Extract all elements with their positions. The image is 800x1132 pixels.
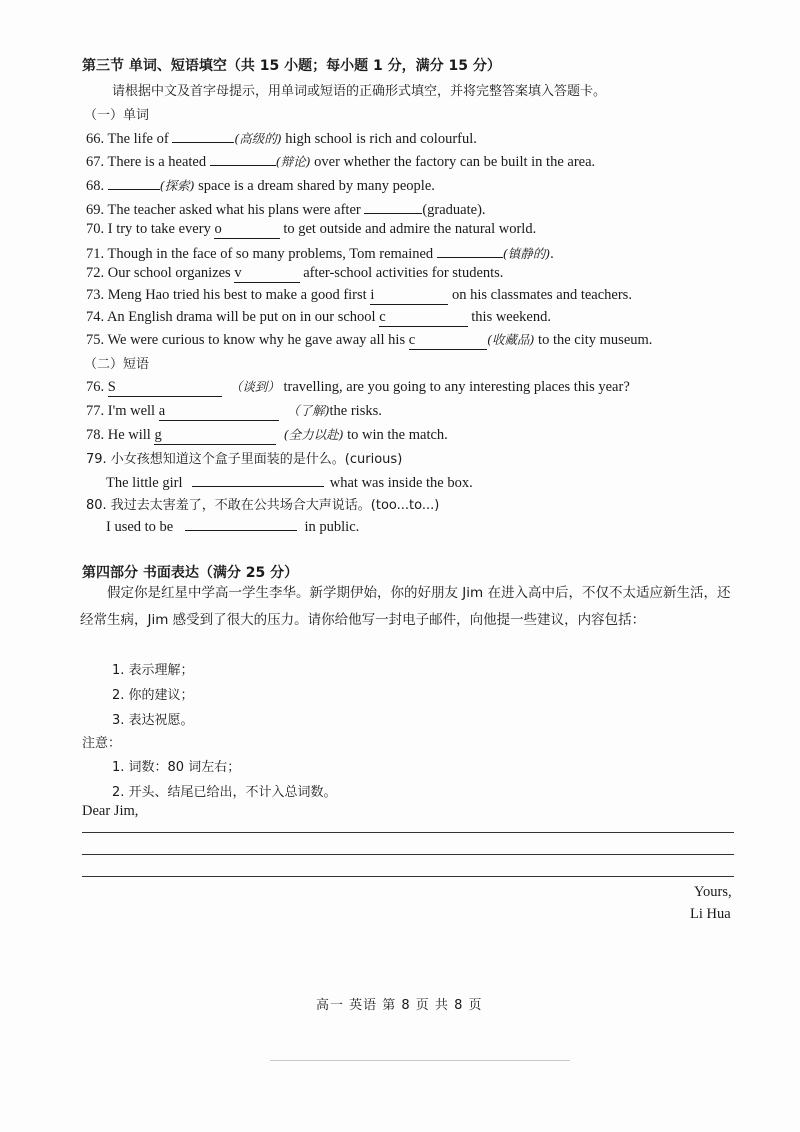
part1-label: （一）单词 [84,108,150,123]
letter-greeting: Dear Jim, [82,803,139,819]
section3-title: 第三节 单词、短语填空（共 15 小题；每小题 1 分，满分 15 分） [82,58,501,74]
answer-blank-68[interactable] [108,175,160,190]
answer-blank-75[interactable]: c [409,332,487,350]
question-75: 75. We were curious to know why he gave away all his c (收藏品) to the city museum. [86,332,653,348]
question-71: 71. Though in the face of so many problems, Tom remained (镇静的). [86,243,554,263]
letter-closing: Yours, [694,884,732,900]
answer-blank-78[interactable]: g [154,427,275,445]
part2-label: （二）短语 [84,357,150,372]
question-72: 72. Our school organizes v after-school activities for students. [86,265,504,281]
question-80: I used to be in public. [106,516,359,536]
question-77: 77. I'm well a （了解)the risks. [86,403,382,419]
letter-signature: Li Hua [690,906,731,922]
question-67: 67. There is a heated (辩论) over whether the factory can be built in the area. [86,151,595,171]
answer-blank-76[interactable]: S [108,379,222,397]
answer-blank-77[interactable]: a [159,403,279,421]
writing-line-2[interactable] [82,854,734,855]
section3-instruction: 请根据中文及首字母提示，用单词或短语的正确形式填空，并将完整答案填入答题卡。 [112,84,607,99]
question-70: 70. I try to take every o to get outside and admire the natural world. [86,221,537,237]
note-label: 注意： [82,736,122,751]
page-footer: 高一 英语 第 8 页 共 8 页 [316,998,483,1013]
question-69: 69. The teacher asked what his plans were after (graduate). [86,199,486,219]
answer-blank-70[interactable]: o [214,221,279,239]
content-item-1: 1. 表示理解； [112,663,194,678]
answer-blank-80[interactable] [185,516,297,531]
answer-blank-71[interactable] [437,243,503,258]
question-66: 66. The life of (高级的) high school is rich and colourful. [86,128,477,148]
note-1: 1. 词数：80 词左右； [112,760,241,775]
question-80-prompt: 80. 我过去太害羞了，不敢在公共场合大声说话。(too...to...) [86,498,440,513]
answer-blank-67[interactable] [210,151,276,166]
question-74: 74. An English drama will be put on in our school c this weekend. [86,309,551,325]
content-item-2: 2. 你的建议； [112,688,194,703]
question-76: 76. S （谈到） travelling, are you going to any interesting places this year? [86,379,630,395]
writing-task-paragraph: 假定你是红星中学高一学生李华。新学期伊始，你的好朋友 Jim 在进入高中后，不仅不太适应新生活，还经常生病，Jim 感受到了很大的压力。请你给他写一封电子邮件，向他提一些建议，内容包括： [80,585,731,628]
content-item-3: 3. 表达祝愿。 [112,713,194,728]
question-68: 68. (探索) space is a dream shared by many people. [86,175,435,195]
question-79: The little girl what was inside the box. [106,472,473,492]
scan-mark [270,1060,570,1061]
section4-title: 第四部分 书面表达（满分 25 分） [82,565,299,581]
question-78: 78. He will g (全力以赴) to win the match. [86,427,448,443]
question-73: 73. Meng Hao tried his best to make a good first i on his classmates and teachers. [86,287,632,303]
answer-blank-73[interactable]: i [370,287,448,305]
answer-blank-74[interactable]: c [379,309,467,327]
answer-blank-72[interactable]: v [234,265,299,283]
writing-line-1[interactable] [82,832,734,833]
writing-line-3[interactable] [82,876,734,877]
question-79-prompt: 79. 小女孩想知道这个盒子里面装的是什么。(curious) [86,452,403,467]
answer-blank-79[interactable] [192,472,324,487]
note-2: 2. 开头、结尾已给出，不计入总词数。 [112,785,337,800]
answer-blank-69[interactable] [364,199,422,214]
answer-blank-66[interactable] [172,128,234,143]
